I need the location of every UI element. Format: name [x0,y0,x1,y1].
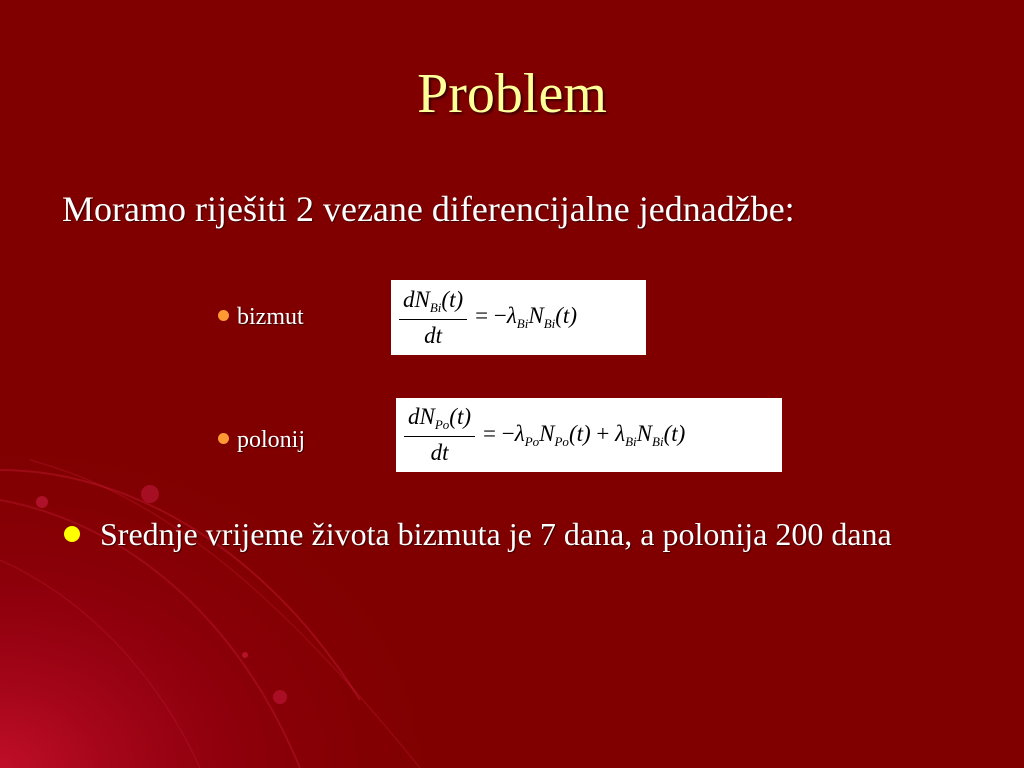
equation-bizmut [391,280,646,355]
equation-rhs: = $-\lambda_{Bi}N_{Bi}(t)$ [475,303,577,331]
main-bullet [62,512,962,556]
fraction [399,287,467,349]
sub-bullet-polonij [218,428,305,452]
fraction [404,404,475,466]
sub-bullet-bizmut [218,305,304,329]
fraction-denominator: dt [430,440,449,465]
bullet-dot-icon [218,433,229,444]
sub-bullet-label: bizmut [237,304,304,330]
equation-polonij [396,398,782,472]
bullet-dot-icon [218,310,229,321]
fraction-denominator: dt [424,322,442,348]
slide-title: Problem [417,63,607,125]
intro-text: Moramo riješiti 2 vezane diferencijalne jednadžbe: [62,189,795,229]
sub-bullet-label: polonij [237,427,306,453]
equation-rhs: = $-\lambda_{Po}N_{Po}(t) + \lambda_{Bi}N_{Bi}(t)$ [483,420,686,449]
main-bullet-text: Srednje vrijeme života bizmuta je 7 dana, a polonija 200 dana [100,516,892,552]
fraction-numerator: $dN_{Bi}(t)$ [399,287,467,320]
bullet-dot-icon [64,526,80,542]
fraction-numerator: $dN_{Po}(t)$ [404,404,475,437]
